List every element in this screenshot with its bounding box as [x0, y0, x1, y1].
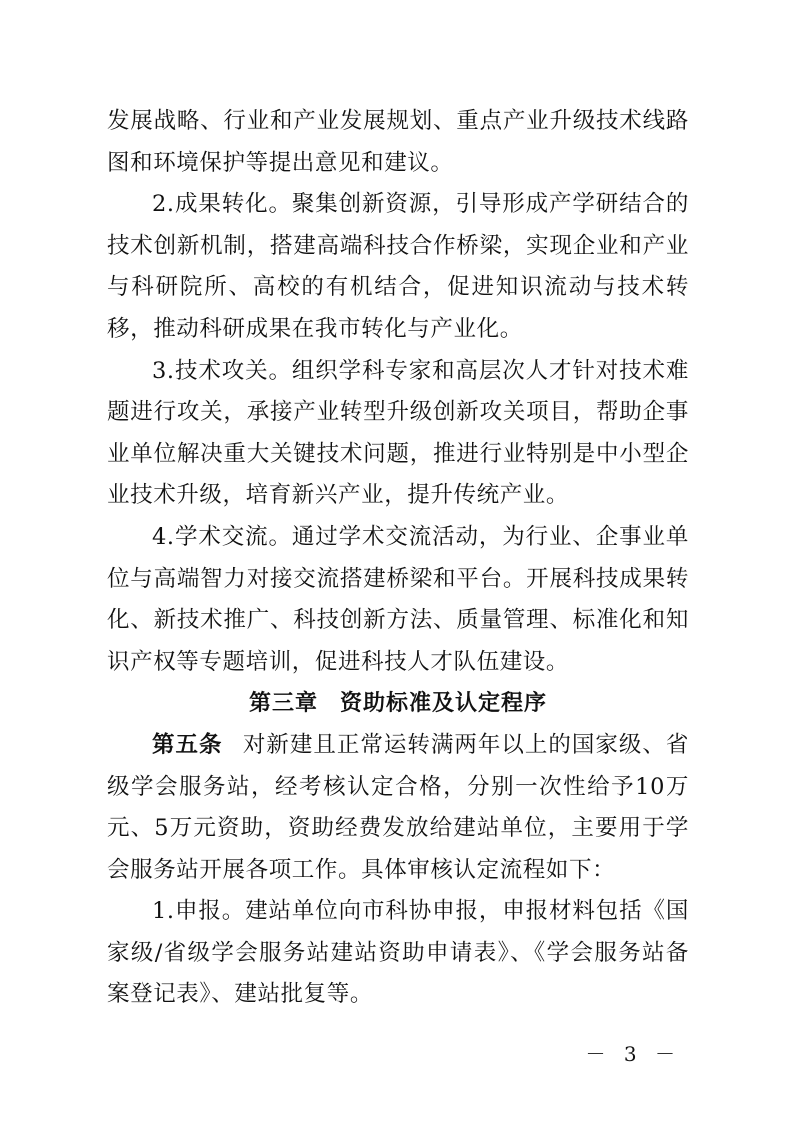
paragraph-academic-exchange: 4.学术交流。通过学术交流活动，为行业、企事业单位与高端智力对接交流搭建桥梁和平台。开展科技成果转化、新技术推广、科技创新方法、质量管理、标准化和知识产权等专题培训，促进科技人才队伍建设。 [107, 523, 689, 675]
chapter-title: 资助标准及认定程序 [340, 691, 548, 717]
paragraph-application: 1.申报。建站单位向市科协申报，申报材料包括《国家级/省级学会服务站建站资助申请表》、《学会服务站备案登记表》、建站批复等。 [107, 898, 689, 1008]
paragraph-achievement-transfer: 2.成果转化。聚集创新资源，引导形成产学研结合的技术创新机制，搭建高端科技合作桥梁，实现企业和产业与科研院所、高校的有机结合，促进知识流动与技术转移，推动科研成果在我市转化与产业化。 [107, 191, 689, 342]
document-body [107, 101, 689, 1016]
chapter-number: 第三章 [248, 691, 318, 717]
article-five [107, 725, 689, 891]
chapter-heading [107, 683, 689, 725]
article-five-text: 对新建且正常运转满两年以上的国家级、省级学会服务站，经考核认定合格，分别一次性给予10万元、5万元资助，资助经费发放给建站单位，主要用于学会服务站开展各项工作。具体审核认定流程如下： [107, 731, 689, 883]
paragraph-continued: 发展战略、行业和产业发展规划、重点产业升级技术线路图和环境保护等提出意见和建议。 [107, 108, 689, 176]
article-five-label: 第五条 [152, 731, 223, 758]
page-number: － 3 － [585, 1042, 681, 1066]
paragraph-technical-breakthrough: 3.技术攻关。组织学科专家和高层次人才针对技术难题进行攻关，承接产业转型升级创新攻关项目，帮助企事业单位解决重大关键技术问题，推进行业特别是中小型企业技术升级，培育新兴产业，提升传统产业。 [107, 357, 689, 509]
